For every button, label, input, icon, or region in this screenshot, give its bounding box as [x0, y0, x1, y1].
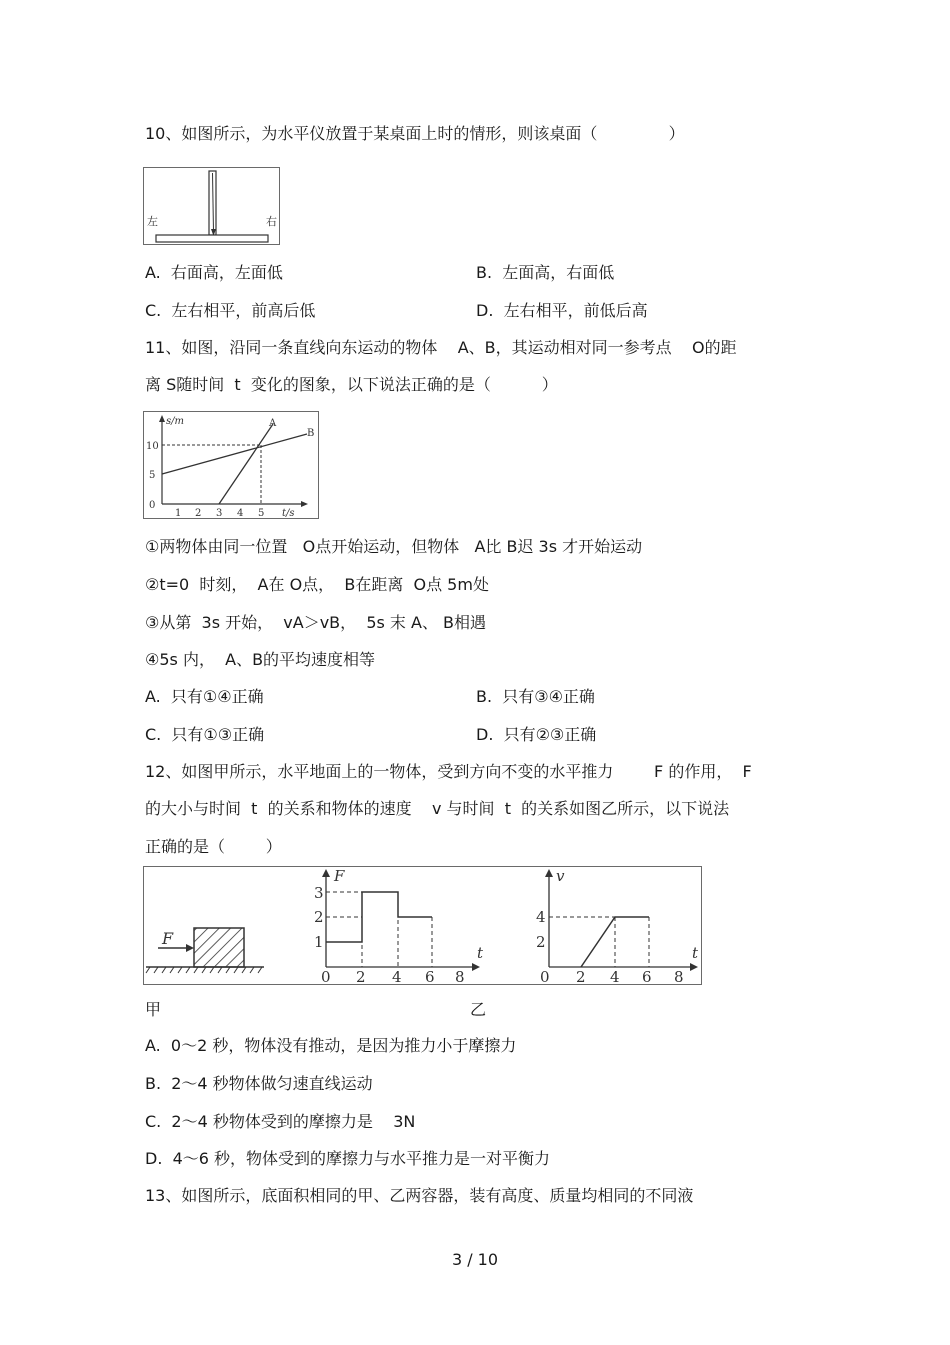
- q12-f-y-tick: 1: [314, 933, 324, 951]
- q12-f-t-graph: [314, 867, 484, 984]
- q11-y-label: s/m: [166, 416, 184, 427]
- q11-stem-line1: 11、如图，沿同一条直线向东运动的物体 A、B，其运动相对同一参考点 O的距: [145, 338, 737, 357]
- q12-f-x-label: t: [477, 944, 484, 962]
- q12-caption-left: 甲: [145, 1000, 162, 1019]
- q11-y-tick: 5: [149, 470, 156, 481]
- q10-left-label: 左: [147, 215, 158, 228]
- q11-stem-line2: 离 S随时间 t 变化的图象，以下说法正确的是（ ）: [145, 375, 558, 394]
- q12-v-y-tick: 4: [536, 908, 546, 926]
- q12-block-figure: [146, 928, 264, 973]
- q13-stem-line1: 13、如图所示，底面积相同的甲、乙两容器，装有高度、质量均相同的不同液: [145, 1186, 694, 1205]
- q12-figure: [143, 866, 702, 985]
- q12-stem-line2: 的大小与时间 t 的关系和物体的速度 v 与时间 t 的关系如图乙所示，以下说法: [145, 799, 730, 818]
- q11-y-tick: 0: [149, 500, 156, 511]
- q10-stem: 10、如图所示，为水平仪放置于某桌面上时的情形，则该桌面（ ）: [145, 124, 685, 143]
- q11-x-tick: 1: [175, 508, 182, 518]
- q12-option-c: C. 2～4 秒物体受到的摩擦力是 3N: [145, 1112, 416, 1131]
- page-number: 3 / 10: [451, 1250, 499, 1269]
- q11-st-graph: [143, 411, 319, 519]
- q10-option-b: B. 左面高，右面低: [476, 263, 615, 282]
- q12-f-y-label: F: [334, 867, 345, 885]
- q12-caption-right: 乙: [470, 1000, 487, 1019]
- q10-option-d: D. 左右相平，前低后高: [476, 301, 648, 320]
- q12-stem-line1: 12、如图甲所示，水平地面上的一物体，受到方向不变的水平推力 F 的作用， F: [145, 762, 752, 781]
- q12-f-y-tick: 2: [314, 908, 324, 926]
- q11-statement-4: ④5s 内， A、B的平均速度相等: [145, 650, 376, 669]
- q11-x-tick: 2: [195, 508, 202, 518]
- q12-v-x-tick: 2: [576, 968, 586, 984]
- q12-v-x-tick: 6: [642, 968, 652, 984]
- q12-option-b: B. 2～4 秒物体做匀速直线运动: [145, 1074, 373, 1093]
- q12-v-x-tick: 8: [674, 968, 684, 984]
- q11-x-tick: 4: [237, 508, 244, 518]
- q11-x-label: t/s: [282, 508, 295, 518]
- q11-series-a-label: A: [269, 418, 277, 429]
- q12-f-x-tick: 8: [455, 968, 465, 984]
- q11-series-b-label: B: [307, 428, 315, 439]
- q12-f-x-tick: 6: [425, 968, 435, 984]
- q11-option-c: C. 只有①③正确: [145, 725, 265, 744]
- q11-option-d: D. 只有②③正确: [476, 725, 597, 744]
- q12-f-y-tick: 3: [314, 884, 324, 902]
- q12-v-x-tick: 0: [540, 968, 550, 984]
- q10-option-a: A. 右面高，左面低: [145, 263, 283, 282]
- q11-statement-3: ③从第 3s 开始， vA＞vB， 5s 末 A、 B相遇: [145, 613, 487, 632]
- q10-level-figure: [143, 167, 280, 245]
- q12-option-a: A. 0～2 秒，物体没有推动，是因为推力小于摩擦力: [145, 1036, 517, 1055]
- q12-v-y-label: v: [556, 867, 565, 885]
- q11-option-a: A. 只有①④正确: [145, 687, 264, 706]
- q11-option-b: B. 只有③④正确: [476, 687, 595, 706]
- q11-statement-2: ②t=0 时刻， A在 O点， B在距离 O点 5m处: [145, 575, 489, 594]
- q12-v-y-tick: 2: [536, 933, 546, 951]
- q12-v-x-label: t: [692, 944, 699, 962]
- q11-y-tick: 10: [146, 441, 159, 452]
- q10-option-c: C. 左右相平，前高后低: [145, 301, 316, 320]
- q12-f-x-tick: 2: [356, 968, 366, 984]
- q12-option-d: D. 4～6 秒，物体受到的摩擦力与水平推力是一对平衡力: [145, 1149, 551, 1168]
- q12-v-x-tick: 4: [610, 968, 620, 984]
- q12-f-x-tick: 4: [392, 968, 402, 984]
- q12-v-t-graph: [536, 867, 699, 984]
- q12-stem-line3: 正确的是（ ）: [145, 837, 282, 856]
- q10-right-label: 右: [266, 215, 277, 228]
- q12-f-x-tick: 0: [321, 968, 331, 984]
- q11-x-tick: 3: [216, 508, 223, 518]
- q11-statement-1: ①两物体由同一位置 O点开始运动，但物体 A比 B迟 3s 才开始运动: [145, 537, 643, 556]
- q11-x-tick: 5: [258, 508, 265, 518]
- q12-force-label: F: [162, 929, 174, 948]
